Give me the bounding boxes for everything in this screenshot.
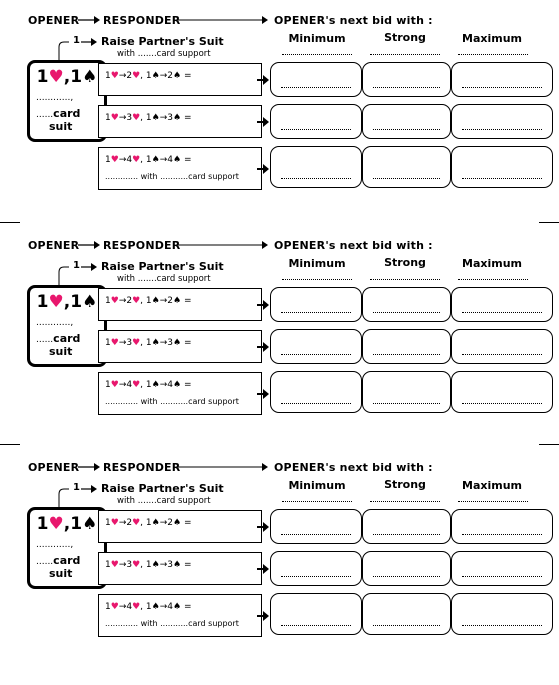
raise-subtitle: with .......card support bbox=[117, 49, 211, 59]
responder-to-next-bid-arrow bbox=[178, 240, 268, 250]
step-arrow bbox=[81, 262, 97, 272]
raise-connector bbox=[58, 41, 70, 61]
heart-icon: ♥ bbox=[48, 67, 64, 87]
answer-minimum[interactable] bbox=[270, 509, 362, 544]
spade-icon: ♠ bbox=[151, 380, 160, 390]
opener-bid: 1♥,1♠ bbox=[36, 514, 98, 534]
opener-bid-box bbox=[27, 285, 107, 367]
response-box bbox=[98, 552, 262, 585]
response-arrow bbox=[257, 164, 269, 174]
answer-blank-line bbox=[373, 87, 440, 88]
heart-icon: ♥ bbox=[132, 71, 141, 81]
spade-icon: ♠ bbox=[151, 71, 160, 81]
spade-icon: ♠ bbox=[151, 560, 160, 570]
next-bid-header: OPENER's next bid with : bbox=[274, 239, 433, 252]
response-box bbox=[98, 372, 262, 415]
column-minimum-blank bbox=[282, 279, 352, 280]
next-bid-header: OPENER's next bid with : bbox=[274, 14, 433, 27]
raise-connector bbox=[58, 488, 70, 508]
step-number: 1 bbox=[73, 260, 80, 271]
bidding-panel bbox=[0, 0, 559, 200]
raise-subtitle: with .......card support bbox=[117, 496, 211, 506]
answer-blank-line bbox=[462, 129, 542, 130]
step-number: 1 bbox=[73, 482, 80, 493]
answer-blank-line bbox=[281, 403, 351, 404]
answer-blank-line bbox=[462, 354, 542, 355]
answer-minimum[interactable] bbox=[270, 146, 362, 188]
spade-icon: ♠ bbox=[173, 155, 182, 165]
raise-subtitle: with .......card support bbox=[117, 274, 211, 284]
answer-blank-line bbox=[373, 178, 440, 179]
opener-blank: ............, bbox=[36, 318, 74, 328]
response-box bbox=[98, 147, 262, 190]
answer-minimum[interactable] bbox=[270, 371, 362, 413]
answer-blank-line bbox=[281, 312, 351, 313]
spade-icon: ♠ bbox=[151, 602, 160, 612]
spade-icon: ♠ bbox=[173, 71, 182, 81]
heart-icon: ♥ bbox=[132, 113, 141, 123]
answer-blank-line bbox=[281, 178, 351, 179]
spade-icon: ♠ bbox=[173, 560, 182, 570]
heart-icon: ♥ bbox=[132, 296, 141, 306]
response-arrow bbox=[257, 342, 269, 352]
response-support-note: ............. with ...........card support bbox=[105, 172, 239, 181]
spade-icon: ♠ bbox=[151, 518, 160, 528]
answer-minimum[interactable] bbox=[270, 62, 362, 97]
spade-icon: ♠ bbox=[151, 113, 160, 123]
opener-blank: ............, bbox=[36, 540, 74, 550]
response-bid: 1♥→2♥, 1♠→2♠ = bbox=[105, 71, 192, 81]
spade-icon: ♠ bbox=[173, 113, 182, 123]
column-strong-blank bbox=[370, 501, 440, 502]
answer-maximum[interactable] bbox=[451, 146, 553, 188]
opener-header: OPENER bbox=[28, 14, 80, 27]
answer-blank-line bbox=[462, 178, 542, 179]
answer-minimum[interactable] bbox=[270, 104, 362, 139]
response-arrow bbox=[257, 117, 269, 127]
opener-bid-box bbox=[27, 60, 107, 142]
column-maximum-blank bbox=[458, 54, 528, 55]
heart-icon: ♥ bbox=[132, 338, 141, 348]
spade-icon: ♠ bbox=[173, 602, 182, 612]
response-bid: 1♥→4♥, 1♠→4♠ = bbox=[105, 602, 192, 612]
answer-blank-line bbox=[373, 403, 440, 404]
answer-blank-line bbox=[373, 534, 440, 535]
answer-blank-line bbox=[462, 403, 542, 404]
answer-strong[interactable] bbox=[362, 104, 451, 139]
spade-icon: ♠ bbox=[82, 514, 98, 534]
column-minimum: Minimum bbox=[288, 479, 346, 492]
response-arrow bbox=[257, 564, 269, 574]
opener-suit-word: suit bbox=[49, 567, 73, 580]
spade-icon: ♠ bbox=[151, 338, 160, 348]
answer-minimum[interactable] bbox=[270, 593, 362, 635]
heart-icon: ♥ bbox=[132, 560, 141, 570]
opener-card-line: ......card bbox=[36, 107, 81, 120]
panel-separator bbox=[539, 222, 559, 223]
response-box bbox=[98, 105, 262, 138]
opener-to-responder-arrow bbox=[78, 462, 100, 472]
response-arrow bbox=[257, 300, 269, 310]
response-support-note: ............. with ...........card support bbox=[105, 397, 239, 406]
next-bid-header: OPENER's next bid with : bbox=[274, 461, 433, 474]
heart-icon: ♥ bbox=[48, 514, 64, 534]
raise-title: Raise Partner's Suit bbox=[101, 35, 224, 48]
opener-card-line: ......card bbox=[36, 554, 81, 567]
spade-icon: ♠ bbox=[151, 155, 160, 165]
answer-maximum[interactable] bbox=[451, 104, 553, 139]
opener-suit-word: suit bbox=[49, 345, 73, 358]
opener-bid: 1♥,1♠ bbox=[36, 67, 98, 87]
answer-blank-line bbox=[373, 354, 440, 355]
response-bid: 1♥→2♥, 1♠→2♠ = bbox=[105, 296, 192, 306]
answer-blank-line bbox=[462, 576, 542, 577]
answer-blank-line bbox=[462, 87, 542, 88]
answer-strong[interactable] bbox=[362, 551, 451, 586]
response-bid: 1♥→2♥, 1♠→2♠ = bbox=[105, 518, 192, 528]
response-arrow bbox=[257, 75, 269, 85]
column-strong-blank bbox=[370, 54, 440, 55]
answer-maximum[interactable] bbox=[451, 509, 553, 544]
heart-icon: ♥ bbox=[110, 518, 119, 528]
column-maximum-blank bbox=[458, 501, 528, 502]
opener-card-line: ......card bbox=[36, 332, 81, 345]
heart-icon: ♥ bbox=[132, 518, 141, 528]
answer-strong[interactable] bbox=[362, 593, 451, 635]
answer-blank-line bbox=[373, 312, 440, 313]
answer-blank-line bbox=[281, 576, 351, 577]
responder-to-next-bid-arrow bbox=[178, 15, 268, 25]
answer-strong[interactable] bbox=[362, 371, 451, 413]
column-strong: Strong bbox=[384, 31, 426, 44]
responder-to-next-bid-arrow bbox=[178, 462, 268, 472]
answer-strong[interactable] bbox=[362, 287, 451, 322]
raise-title: Raise Partner's Suit bbox=[101, 260, 224, 273]
answer-maximum[interactable] bbox=[451, 287, 553, 322]
heart-icon: ♥ bbox=[132, 380, 141, 390]
bidding-panel bbox=[0, 225, 559, 425]
response-bid: 1♥→4♥, 1♠→4♠ = bbox=[105, 155, 192, 165]
response-bid: 1♥→3♥, 1♠→3♠ = bbox=[105, 113, 192, 123]
answer-blank-line bbox=[281, 625, 351, 626]
response-bid: 1♥→3♥, 1♠→3♠ = bbox=[105, 338, 192, 348]
answer-blank-line bbox=[373, 129, 440, 130]
answer-blank-line bbox=[281, 354, 351, 355]
response-support-note: ............. with ...........card support bbox=[105, 619, 239, 628]
responder-header: RESPONDER bbox=[103, 461, 181, 474]
column-minimum-blank bbox=[282, 54, 352, 55]
column-strong-blank bbox=[370, 279, 440, 280]
response-box bbox=[98, 63, 262, 96]
answer-blank-line bbox=[462, 534, 542, 535]
opener-to-responder-arrow bbox=[78, 15, 100, 25]
response-bid: 1♥→4♥, 1♠→4♠ = bbox=[105, 380, 192, 390]
opener-bid-box bbox=[27, 507, 107, 589]
answer-blank-line bbox=[281, 87, 351, 88]
heart-icon: ♥ bbox=[110, 338, 119, 348]
spade-icon: ♠ bbox=[82, 292, 98, 312]
response-arrow bbox=[257, 389, 269, 399]
answer-minimum[interactable] bbox=[270, 287, 362, 322]
answer-strong[interactable] bbox=[362, 509, 451, 544]
answer-minimum[interactable] bbox=[270, 551, 362, 586]
step-arrow bbox=[81, 37, 97, 47]
answer-maximum[interactable] bbox=[451, 551, 553, 586]
answer-strong[interactable] bbox=[362, 329, 451, 364]
response-arrow bbox=[257, 522, 269, 532]
response-box bbox=[98, 288, 262, 321]
opener-suit-word: suit bbox=[49, 120, 73, 133]
answer-blank-line bbox=[281, 534, 351, 535]
answer-maximum[interactable] bbox=[451, 329, 553, 364]
column-maximum-blank bbox=[458, 279, 528, 280]
opener-header: OPENER bbox=[28, 239, 80, 252]
column-maximum: Maximum bbox=[462, 32, 522, 45]
heart-icon: ♥ bbox=[110, 113, 119, 123]
heart-icon: ♥ bbox=[110, 602, 119, 612]
responder-header: RESPONDER bbox=[103, 239, 181, 252]
answer-maximum[interactable] bbox=[451, 371, 553, 413]
response-box bbox=[98, 594, 262, 637]
column-maximum: Maximum bbox=[462, 479, 522, 492]
opener-bid: 1♥,1♠ bbox=[36, 292, 98, 312]
answer-maximum[interactable] bbox=[451, 593, 553, 635]
heart-icon: ♥ bbox=[110, 560, 119, 570]
step-arrow bbox=[81, 484, 97, 494]
panel-separator bbox=[0, 222, 20, 223]
raise-connector bbox=[58, 266, 70, 286]
heart-icon: ♥ bbox=[110, 380, 119, 390]
raise-title: Raise Partner's Suit bbox=[101, 482, 224, 495]
heart-icon: ♥ bbox=[110, 71, 119, 81]
column-strong: Strong bbox=[384, 256, 426, 269]
opener-header: OPENER bbox=[28, 461, 80, 474]
answer-minimum[interactable] bbox=[270, 329, 362, 364]
answer-strong[interactable] bbox=[362, 146, 451, 188]
spade-icon: ♠ bbox=[173, 518, 182, 528]
opener-blank: ............, bbox=[36, 93, 74, 103]
response-bid: 1♥→3♥, 1♠→3♠ = bbox=[105, 560, 192, 570]
spade-icon: ♠ bbox=[173, 380, 182, 390]
response-box bbox=[98, 330, 262, 363]
panel-separator bbox=[539, 444, 559, 445]
panel-separator bbox=[0, 444, 20, 445]
step-number: 1 bbox=[73, 35, 80, 46]
heart-icon: ♥ bbox=[110, 296, 119, 306]
answer-blank-line bbox=[373, 576, 440, 577]
response-box bbox=[98, 510, 262, 543]
spade-icon: ♠ bbox=[82, 67, 98, 87]
opener-to-responder-arrow bbox=[78, 240, 100, 250]
spade-icon: ♠ bbox=[173, 338, 182, 348]
answer-strong[interactable] bbox=[362, 62, 451, 97]
answer-blank-line bbox=[373, 625, 440, 626]
answer-blank-line bbox=[462, 625, 542, 626]
column-maximum: Maximum bbox=[462, 257, 522, 270]
answer-blank-line bbox=[462, 312, 542, 313]
responder-header: RESPONDER bbox=[103, 14, 181, 27]
heart-icon: ♥ bbox=[132, 602, 141, 612]
response-arrow bbox=[257, 611, 269, 621]
spade-icon: ♠ bbox=[173, 296, 182, 306]
column-minimum-blank bbox=[282, 501, 352, 502]
column-minimum: Minimum bbox=[288, 32, 346, 45]
heart-icon: ♥ bbox=[132, 155, 141, 165]
column-strong: Strong bbox=[384, 478, 426, 491]
answer-maximum[interactable] bbox=[451, 62, 553, 97]
answer-blank-line bbox=[281, 129, 351, 130]
heart-icon: ♥ bbox=[110, 155, 119, 165]
heart-icon: ♥ bbox=[48, 292, 64, 312]
column-minimum: Minimum bbox=[288, 257, 346, 270]
spade-icon: ♠ bbox=[151, 296, 160, 306]
bidding-panel bbox=[0, 447, 559, 647]
